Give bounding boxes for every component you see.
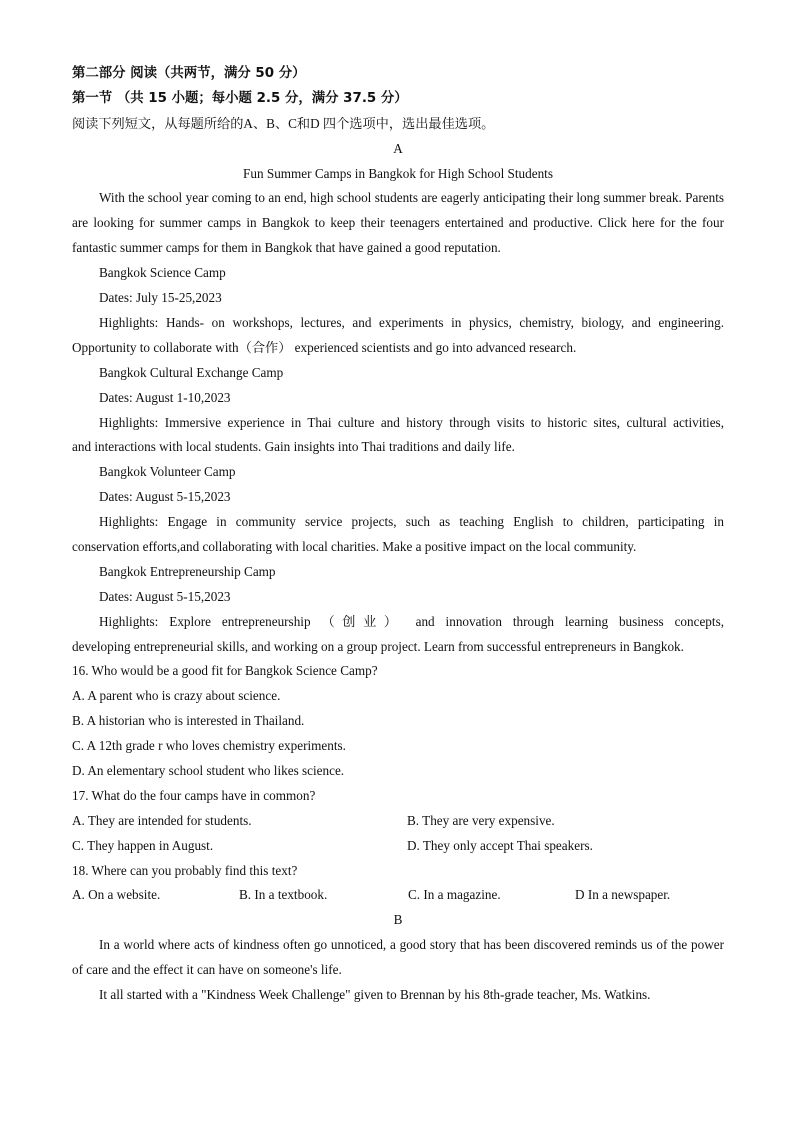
question-17-option-c: C. They happen in August. xyxy=(72,837,214,853)
camp-name: Bangkok Cultural Exchange Camp xyxy=(99,364,284,380)
passage-b-label: B xyxy=(393,912,403,928)
camp-highlights-cont: developing entrepreneurial skills, and working on a group project. Learn from successful entrepreneurs in Bangkok. xyxy=(72,638,684,654)
question-16-option-b: B. A historian who is interested in Thailand. xyxy=(72,713,305,729)
camp-highlights-cont: Opportunity to collaborate with（合作） experienced scientists and go into advanced research. xyxy=(72,339,577,355)
passage-a-title: Fun Summer Camps in Bangkok for High School Students xyxy=(243,165,553,181)
passage-a-intro: With the school year coming to an end, high school students are eagerly anticipating their long summer break. Parents are looking for summer camps in Bangkok to keep their teenagers entertained and productive. Click here for the four fantastic summer camps for them in Bangkok that have gained a good reputation. xyxy=(72,190,724,256)
question-18-option-d: D In a newspaper. xyxy=(575,887,671,903)
camp-highlights: Highlights: Explore entrepreneurship （创业） and innovation through learning business concepts, xyxy=(99,613,724,629)
question-18-stem: 18. Where can you probably find this text? xyxy=(72,862,298,878)
camp-dates: Dates: August 1-10,2023 xyxy=(99,389,231,405)
question-16-option-c: C. A 12th grade r who loves chemistry experiments. xyxy=(72,738,346,754)
passage-b-paragraph-2: It all started with a "Kindness Week Challenge" given to Brennan by his 8th-grade teacher, Ms. Watkins. xyxy=(99,987,651,1003)
question-17-options-row xyxy=(72,834,724,859)
camp-dates: Dates: July 15-25,2023 xyxy=(99,290,222,306)
camp-name: Bangkok Volunteer Camp xyxy=(99,464,236,480)
camp-dates: Dates: August 5-15,2023 xyxy=(99,588,231,604)
question-16-stem: 16. Who would be a good fit for Bangkok Science Camp? xyxy=(72,663,378,679)
question-18-option-b: B. In a textbook. xyxy=(239,887,328,903)
camp-highlights: Highlights: Hands- on workshops, lectures, and experiments in physics, chemistry, biology, and engineering. xyxy=(99,314,724,330)
camp-highlights: Highlights: Engage in community service projects, such as teaching English to children, participating in xyxy=(99,514,724,530)
question-17-options-row xyxy=(72,809,724,834)
camp-name: Bangkok Entrepreneurship Camp xyxy=(99,563,276,579)
passage-b-paragraph-1: In a world where acts of kindness often go unnoticed, a good story that has been discovered reminds us of the power of care and the effect it can have on someone's life. xyxy=(72,937,724,978)
part-title: 第二部分 阅读（共两节，满分 50 分） xyxy=(72,66,306,81)
question-17-option-b: B. They are very expensive. xyxy=(407,812,555,828)
passage-a-label: A xyxy=(393,140,403,156)
question-18-option-a: A. On a website. xyxy=(72,887,161,903)
camp-highlights-cont: and interactions with local students. Gain insights into Thai traditions and daily life. xyxy=(72,439,515,455)
exam-page xyxy=(72,62,724,1008)
camp-highlights-cont: conservation efforts,and collaborating with local charities. Make a positive impact on the local community. xyxy=(72,538,637,554)
camp-name: Bangkok Science Camp xyxy=(99,265,226,281)
instructions: 阅读下列短文，从每题所给的A、B、C和D 四个选项中，选出最佳选项。 xyxy=(72,115,495,131)
camp-dates: Dates: August 5-15,2023 xyxy=(99,489,231,505)
question-17-option-a: A. They are intended for students. xyxy=(72,812,252,828)
question-18-options-row xyxy=(72,883,724,908)
section-title: 第一节 （共 15 小题；每小题 2.5 分，满分 37.5 分） xyxy=(72,90,408,106)
question-16-option-a: A. A parent who is crazy about science. xyxy=(72,688,281,704)
question-16-option-d: D. An elementary school student who likes science. xyxy=(72,762,345,778)
question-17-stem: 17. What do the four camps have in common? xyxy=(72,787,316,803)
camp-highlights: Highlights: Immersive experience in Thai culture and history through visits to historic sites, cultural activities, xyxy=(99,414,724,430)
question-17-option-d: D. They only accept Thai speakers. xyxy=(407,837,593,853)
question-18-option-c: C. In a magazine. xyxy=(408,887,501,903)
